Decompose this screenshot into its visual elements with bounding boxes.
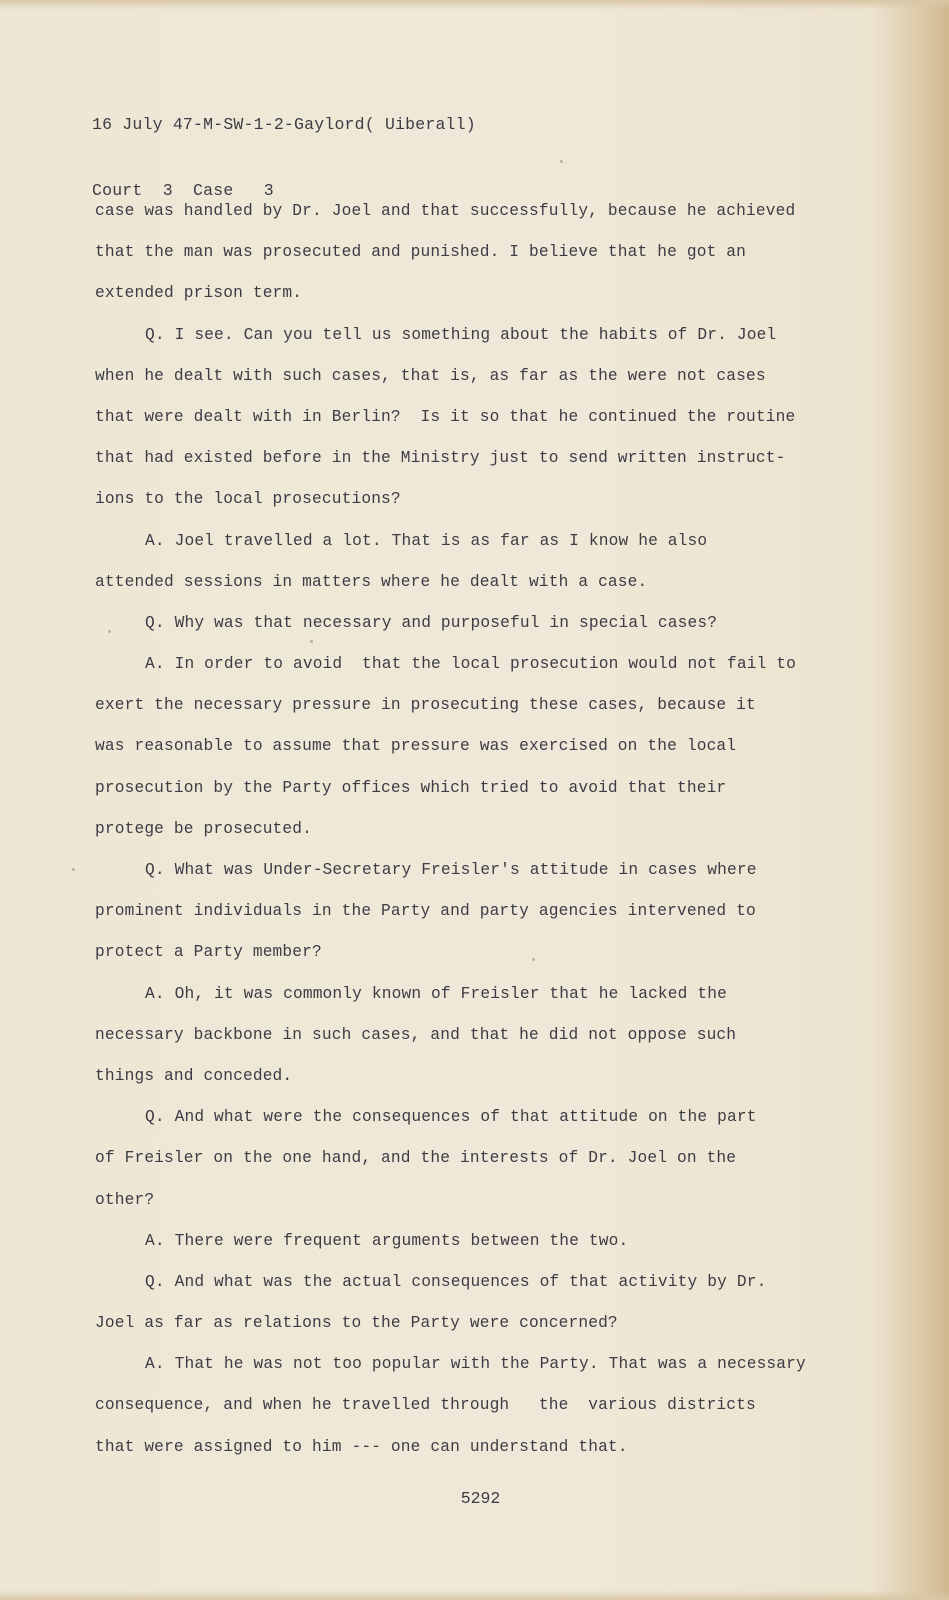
paper-speck — [108, 630, 111, 633]
text-line: ions to the local prosecutions? — [95, 490, 401, 509]
paper-speck — [72, 868, 75, 871]
text-line: Q. And what was the actual consequences of that activity by Dr. — [145, 1272, 767, 1291]
text-line: exert the necessary pressure in prosecuting these cases, because it — [95, 696, 756, 715]
paper-speck — [532, 958, 535, 961]
text-line: protege be prosecuted. — [95, 819, 313, 838]
header-line-2: Court 3 Case 3 — [92, 181, 274, 200]
text-line: things and conceded. — [95, 1066, 293, 1085]
text-line: Joel as far as relations to the Party were concerned? — [95, 1314, 618, 1333]
text-line: that were assigned to him --- one can understand that. — [95, 1437, 628, 1456]
text-line: consequence, and when he travelled through the various districts — [95, 1396, 756, 1415]
page-number: 5292 — [460, 1489, 501, 1508]
paper-speck — [310, 640, 313, 643]
text-line: A. There were frequent arguments between the two. — [145, 1231, 629, 1250]
text-line: Q. Why was that necessary and purposeful in special cases? — [145, 613, 718, 632]
text-line: Q. And what were the consequences of that attitude on the part — [145, 1108, 757, 1127]
text-line: A. In order to avoid that the local prosecution would not fail to — [145, 655, 797, 674]
text-line: necessary backbone in such cases, and that he did not oppose such — [95, 1025, 737, 1044]
text-line: was reasonable to assume that pressure was exercised on the local — [95, 737, 737, 756]
text-line: prosecution by the Party offices which tried to avoid that their — [95, 778, 727, 797]
text-line: of Freisler on the one hand, and the interests of Dr. Joel on the — [95, 1149, 737, 1168]
paper-speck — [560, 160, 563, 163]
text-line: protect a Party member? — [95, 943, 322, 962]
transcript-body — [95, 191, 895, 1468]
text-line: Q. I see. Can you tell us something about the habits of Dr. Joel — [145, 325, 777, 344]
text-line: when he dealt with such cases, that is, as far as the were not cases — [95, 366, 766, 385]
text-line: attended sessions in matters where he dealt with a case. — [95, 572, 648, 591]
text-line: that the man was prosecuted and punished. I believe that he got an — [95, 243, 747, 262]
text-line: other? — [95, 1190, 155, 1209]
text-line: prominent individuals in the Party and party agencies intervened to — [95, 902, 756, 921]
text-line: that had existed before in the Ministry just to send written instruct- — [95, 449, 786, 468]
text-line: that were dealt with in Berlin? Is it so that he continued the routine — [95, 407, 796, 426]
text-line: extended prison term. — [95, 284, 303, 303]
header-line-1: 16 July 47-M-SW-1-2-Gaylord( Uiberall) — [92, 115, 476, 134]
text-line: A. Joel travelled a lot. That is as far as I know he also — [145, 531, 708, 550]
text-line: A. Oh, it was commonly known of Freisler that he lacked the — [145, 984, 727, 1003]
text-line: A. That he was not too popular with the Party. That was a necessary — [145, 1355, 806, 1374]
text-line: Q. What was Under-Secretary Freisler's attitude in cases where — [145, 861, 757, 879]
text-line: case was handled by Dr. Joel and that successfully, because he achieved — [95, 202, 796, 220]
